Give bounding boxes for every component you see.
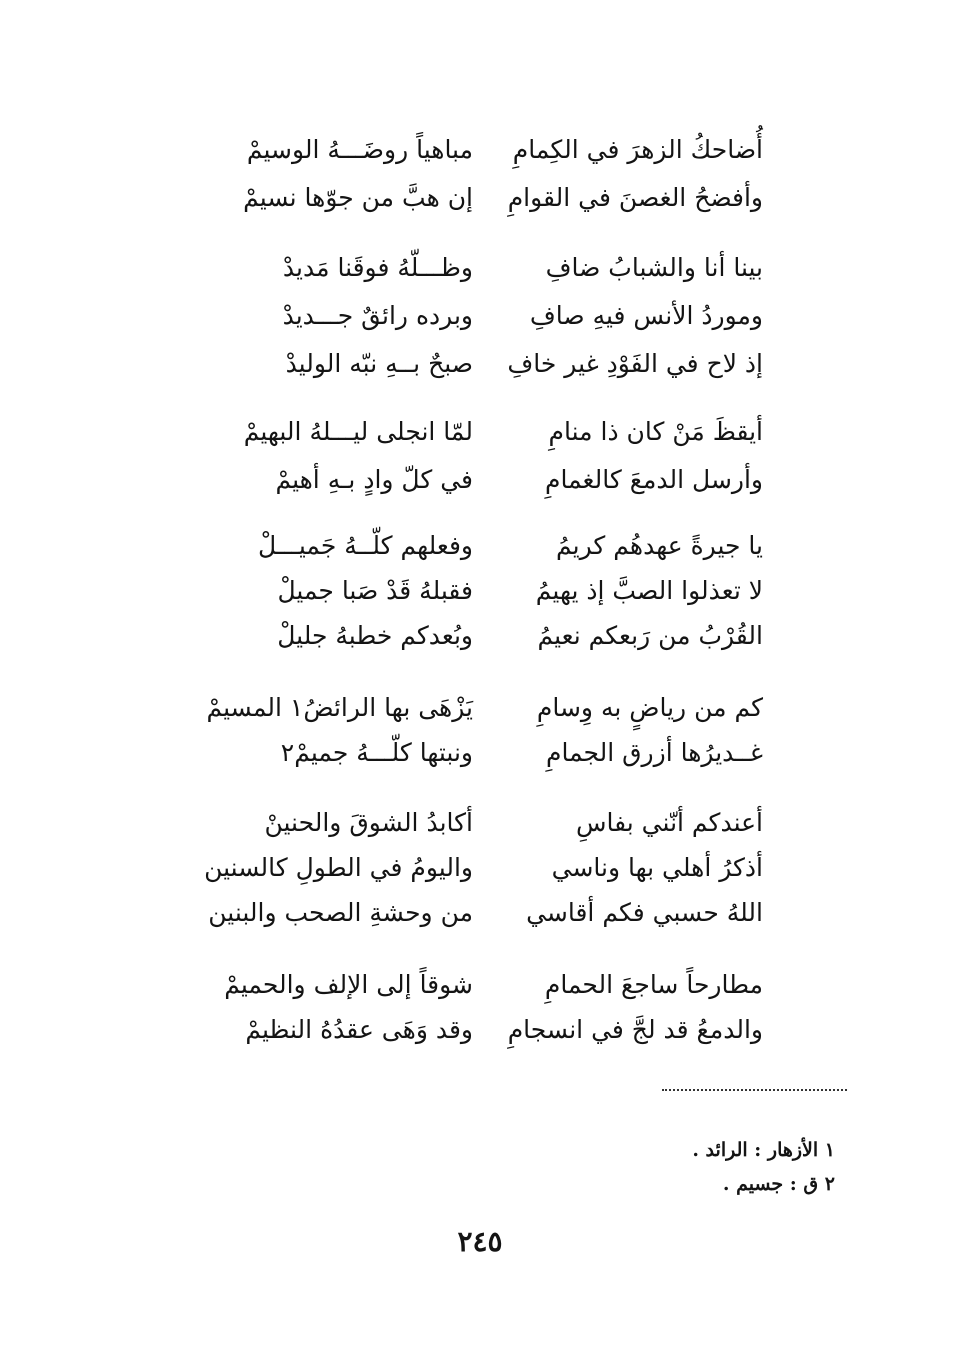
verse-line [0, 410, 960, 454]
second-hemistich: مباهياً روضَـــهُ الوسيمْ [246, 135, 473, 164]
verse-line [0, 569, 960, 613]
first-hemistich: أذكرُ أهلي بها وناسي [551, 853, 763, 882]
second-hemistich: من وحشةِ الصحب والبنين [208, 898, 473, 927]
first-hemistich: بينا أنا والشبابُ ضافِ [545, 253, 763, 282]
second-hemistich: وقد وَهَى عقدُهُ النظيمْ [245, 1015, 473, 1044]
first-hemistich: كم من رياضٍ به وِسامِ [536, 693, 763, 722]
verse-line [0, 524, 960, 568]
verse-line [0, 128, 960, 172]
verse-line [0, 342, 960, 386]
footnote-separator [662, 1089, 847, 1091]
first-hemistich: والدمعُ قد لجَّ في انسجامِ [507, 1015, 763, 1044]
first-hemistich: وموردُ الأنس فيهِ صافِ [529, 301, 763, 330]
verse-line [0, 963, 960, 1007]
first-hemistich: وأفضحُ الغصنَ في القوامِ [507, 183, 763, 212]
second-hemistich: واليومُ في الطولِ كالسنين [204, 853, 473, 882]
second-hemistich: لمّا انجلى ليـــلهُ البهيمْ [243, 417, 473, 446]
verse-line [0, 686, 960, 730]
first-hemistich: اللهُ حسبي فكم أقاسي [526, 898, 763, 927]
second-hemistich: وفعلهم كلّــهُ جَميـــلْ [257, 531, 473, 560]
second-hemistich: فقبلهُ قَدْ صَبا جميلْ [277, 576, 473, 605]
verse-line [0, 731, 960, 775]
verse-line [0, 176, 960, 220]
first-hemistich: وأرسل الدمعَ كالغمامِ [545, 465, 763, 494]
second-hemistich: وظـــلّهُ فوقَنا مَديدْ [282, 253, 473, 282]
second-hemistich: صبحٌ بــهِ نبّه الوليدْ [285, 349, 473, 378]
first-hemistich: يا جيرةً عهدهُم كريمُ [556, 531, 763, 560]
second-hemistich: أكابدُ الشوقَ والحنينْ [264, 808, 473, 837]
second-hemistich: في كلّ وادٍ بـهِ أهيمْ [275, 465, 473, 494]
second-hemistich: إن هبَّ من جوّها نسيمْ [243, 183, 473, 212]
first-hemistich: غــديرُها أزرق الجمامِ [545, 738, 763, 767]
second-hemistich: وبرده رائقٌ جـــديدْ [282, 301, 473, 330]
first-hemistich: مطارحاً ساجعَ الحمامِ [544, 970, 763, 999]
verse-line [0, 614, 960, 658]
first-hemistich: أُضاحكُ الزهرَ في الكِمامِ [512, 135, 763, 164]
second-hemistich: يَزْهَى بها الرائضُ١ المسيمْ [206, 693, 473, 722]
verse-line [0, 1008, 960, 1052]
second-hemistich: وبُعدكم خطبهُ جليلْ [277, 621, 473, 650]
footnote: ١ الأزهار : الرائد . [692, 1139, 835, 1161]
second-hemistich: ونبتها كلّـــهُ جميمْ٢ [280, 738, 473, 767]
first-hemistich: القُرْبُ من رَبعكم نعيمُ [537, 621, 763, 650]
first-hemistich: أيقظَ مَنْ كان ذا منامِ [548, 417, 763, 446]
first-hemistich: إذ لاح في الفَوْدِ غير خافِ [507, 349, 763, 378]
verse-line [0, 846, 960, 890]
second-hemistich: شوقاً إلى الإلف والحميمْ [224, 970, 473, 999]
verse-line [0, 891, 960, 935]
page-number: ٢٤٥ [457, 1225, 503, 1258]
first-hemistich: لا تعذلوا الصبَّ إذ يهيمُ [535, 576, 763, 605]
verse-line [0, 458, 960, 502]
footnote: ٢ ق : جسيم . [722, 1173, 835, 1195]
verse-line [0, 294, 960, 338]
verse-line [0, 246, 960, 290]
first-hemistich: أعندكم أنّني بفاسِ [576, 808, 763, 837]
verse-line [0, 801, 960, 845]
